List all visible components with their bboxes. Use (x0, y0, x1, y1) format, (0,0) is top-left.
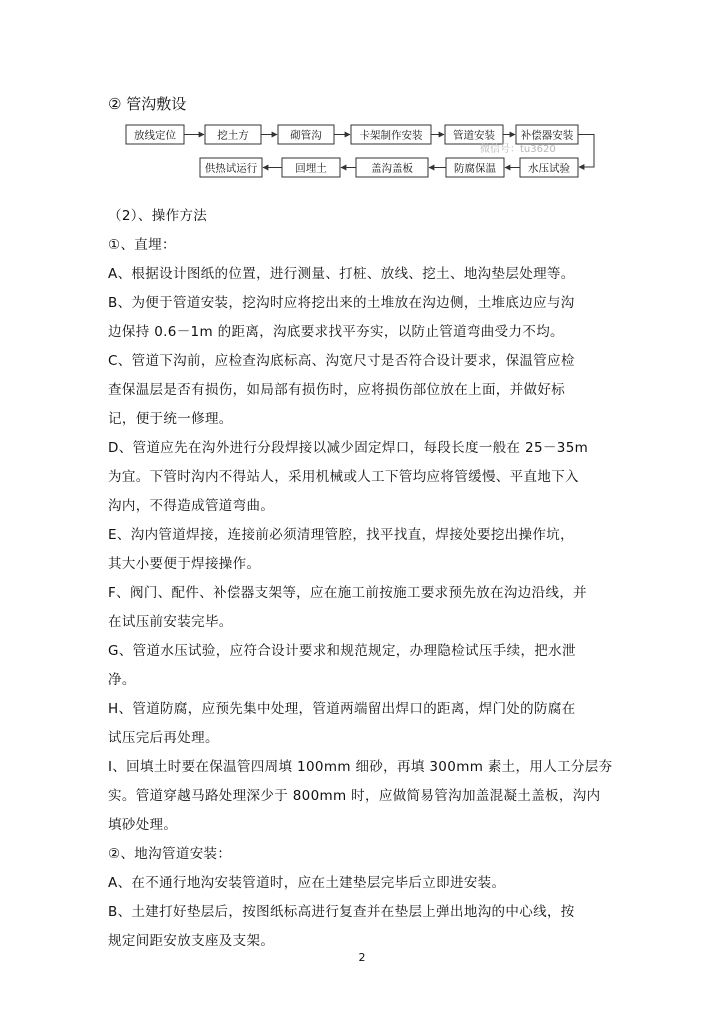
flow-step-label: 补偿器安装 (520, 129, 574, 142)
text-line: 试压完后再处理。 (108, 730, 219, 746)
text-line: 边保持 0.6－1m 的距离，沟底要求找平夯实，以防止管道弯曲受力不均。 (108, 324, 564, 340)
flow-step-excavation (205, 125, 261, 144)
text-line: I、回填土时要在保温管四周填 100mm 细砂，再填 300mm 素土，用人工分层夯 (108, 759, 613, 775)
text-line: A、在不通行地沟安装管道时，应在土建垫层完毕后立即进安装。 (108, 875, 506, 891)
text-line: A、根据设计图纸的位置，进行测量、打桩、放线、挖土、地沟垫层处理等。 (108, 266, 575, 282)
flow-step-label: 回埋土 (295, 162, 327, 175)
text-line: C、管道下沟前，应检查沟底标高、沟宽尺寸是否符合设计要求，保温管应检 (108, 353, 575, 369)
process-flowchart (120, 118, 610, 186)
text-line: H、管道防腐，应预先集中处理，管道两端留出焊口的距离，焊门处的防腐在 (108, 701, 576, 717)
page-number: 2 (358, 951, 366, 964)
flow-step-label: 管道安装 (453, 129, 495, 142)
text-line: 沟内，不得造成管道弯曲。 (108, 498, 275, 514)
text-line: E、沟内管道焊接，连接前必须清理管腔，找平找直，焊接处要挖出操作坑， (108, 527, 574, 543)
text-line: B、土建打好垫层后，按图纸标高进行复查并在垫层上弹出地沟的中心线，按 (108, 904, 575, 920)
subsection-item-title: ②、地沟管道安装： (108, 846, 232, 862)
flow-step-label: 放线定位 (134, 129, 176, 142)
text-line: 填砂处理。 (108, 817, 178, 833)
text-line: B、为便于管道安装，挖沟时应将挖出来的土堆放在沟边侧，土堆底边应与沟 (108, 295, 575, 311)
flow-step-anticorrosion (446, 158, 504, 177)
flow-step-trench-masonry (278, 125, 334, 144)
flow-step-pipe-install (445, 125, 503, 144)
flow-step-backfill (282, 158, 340, 177)
flow-step-label: 挖土方 (217, 129, 249, 142)
flow-step-label: 盖沟盖板 (371, 162, 413, 175)
flow-step-label: 防腐保温 (454, 162, 496, 175)
flow-step-label: 水压试验 (528, 162, 570, 175)
flow-step-label: 供热试运行 (204, 162, 258, 175)
text-line: 净。 (108, 672, 136, 688)
text-line: 其大小要便于焊接操作。 (108, 556, 261, 572)
flow-step-cover-slab (356, 158, 428, 177)
flow-step-trial-run (200, 158, 262, 177)
watermark: 微信号：tu3620 (480, 144, 556, 155)
flow-connector (578, 135, 594, 168)
subsection-item-title: ①、直埋： (108, 237, 176, 253)
flow-step-label: 卡架制作安装 (359, 129, 423, 142)
text-line: 记，便于统一修理。 (108, 411, 233, 427)
flow-step-compensator (516, 125, 578, 144)
text-line: 实。管道穿越马路处理深少于 800mm 时，应做简易管沟加盖混凝土盖板，沟内 (108, 788, 601, 804)
document-body (108, 202, 628, 956)
text-line: 在试压前安装完毕。 (108, 614, 233, 630)
text-line: G、管道水压试验，应符合设计要求和规范规定，办理隐检试压手续，把水泄 (108, 643, 576, 659)
flow-step-pressure-test (520, 158, 578, 177)
subsection-title: （2）、操作方法 (108, 208, 208, 224)
flow-step-label: 砌管沟 (290, 129, 322, 142)
text-line: 为宜。下管时沟内不得站人，采用机械或人工下管均应将管缓慢、平直地下入 (108, 469, 579, 485)
flow-step-bracket (351, 125, 431, 144)
section-heading: ② 管沟敷设 (108, 95, 187, 113)
text-line: 查保温层是否有损伤，如局部有损伤时，应将损伤部位放在上面，并做好标 (108, 382, 566, 398)
text-line: F、阀门、配件、补偿器支架等，应在施工前按施工要求预先放在沟边沿线，并 (108, 585, 588, 601)
text-line: 规定间距安放支座及支架。 (108, 933, 275, 949)
text-line: D、管道应先在沟外进行分段焊接以减少固定焊口，每段长度一般在 25－35m (108, 440, 589, 456)
flow-step-layout (126, 125, 184, 144)
